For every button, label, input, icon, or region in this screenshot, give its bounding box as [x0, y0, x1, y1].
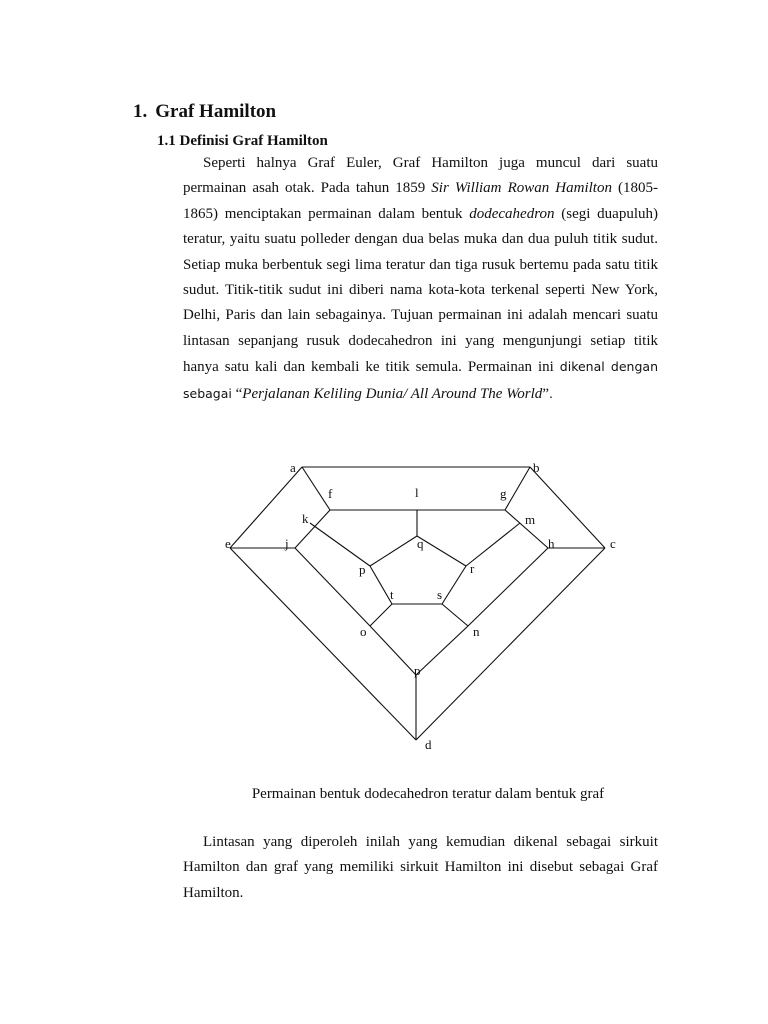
vertex-label-c: c: [610, 536, 616, 551]
edge-o-pb: [370, 626, 416, 675]
vertex-label-m: m: [525, 512, 536, 527]
vertex-label-k: k: [302, 511, 309, 526]
vertex-label-l: l: [415, 485, 419, 500]
paragraph-text: “: [231, 385, 243, 402]
edge-q-r: [417, 536, 466, 566]
paragraph-text-alt-font: dikenal dengan sebagai: [183, 359, 658, 401]
section-heading: [133, 101, 276, 123]
edge-f-j: [295, 510, 330, 548]
paragraph-text: (1805-1865) menciptakan permainan dalam bentuk: [183, 180, 658, 222]
vertex-label-r: r: [470, 561, 475, 576]
edge-c-d: [416, 548, 605, 740]
edge-b-g: [505, 467, 530, 510]
edge-q-p: [370, 536, 417, 566]
vertex-label-e: e: [225, 536, 231, 551]
vertex-label-h: h: [548, 536, 555, 551]
edge-e-a: [230, 467, 302, 548]
figure-caption-text: Permainan bentuk dodecahedron teratur dalam bentuk graf: [251, 786, 605, 802]
vertex-label-n: n: [473, 624, 480, 639]
conclusion-paragraph: Lintasan yang diperoleh inilah yang kemudian dikenal sebagai sirkuit Hamilton dan graf yang memiliki sirkuit Hamilton ini disebut sebagai Graf Hamilton.: [183, 834, 658, 901]
dodecahedron-graph: [0, 440, 768, 780]
vertex-labels: [225, 460, 616, 752]
paragraph-text: (segi duapuluh) teratur, yaitu suatu polleder dengan dua belas muka dan dua puluh titik sudut. Setiap muka berbentuk segi lima teratur dan tiga rusuk bertemu pada satu titik sudut. Titik-titik sudut ini diberi nama kota-kota terkenal seperti New York, Delhi, Paris dan lain sebagainya. Tujuan permainan ini adalah mencari suatu lintasan sepanjang rusuk dodecahedron ini yang mengunjungi setiap titik hanya satu kali dan kembali ke titik semula. Permainan ini: [183, 205, 658, 376]
edge-pb-n: [416, 626, 468, 675]
vertex-label-o: o: [360, 624, 367, 639]
edge-k-p: [310, 523, 370, 566]
vertex-label-q: q: [417, 536, 424, 551]
edge-r-s: [442, 566, 466, 604]
vertex-label-g: g: [500, 486, 507, 501]
paragraph-text: ”: [542, 385, 549, 402]
edge-n-h: [468, 548, 548, 626]
definition-paragraph: [183, 151, 658, 407]
dodecahedron-graph-figure: [0, 440, 768, 785]
figure-caption: [0, 786, 768, 803]
section-number: 1.: [133, 101, 148, 122]
vertex-label-s: s: [437, 587, 443, 602]
paragraph-text: Seperti halnya Graf Euler, Graf Hamilton juga muncul dari suatu permainan asah otak. Pada tahun 1859: [183, 155, 658, 197]
vertex-label-d: d: [425, 737, 432, 752]
edge-b-c: [530, 467, 605, 548]
vertex-label-j: j: [285, 536, 289, 551]
vertex-label-p: p: [359, 562, 366, 577]
game-title: Perjalanan Keliling Dunia/ All Around The World: [242, 385, 543, 402]
graph-edges: [230, 467, 605, 740]
paragraph-text-alt-font: .: [548, 385, 553, 401]
edge-t-o: [370, 604, 392, 626]
edge-a-f: [302, 467, 330, 510]
person-name: Sir William Rowan Hamilton: [431, 180, 612, 197]
vertex-label-a: a: [290, 460, 296, 475]
edge-p-t: [370, 566, 392, 604]
edge-j-o: [295, 548, 370, 626]
vertex-label-p-bottom: p: [414, 663, 421, 678]
vertex-label-b: b: [533, 460, 540, 475]
term-dodecahedron: dodecahedron: [469, 205, 555, 222]
edge-s-n: [442, 604, 468, 626]
vertex-label-f: f: [328, 486, 333, 501]
edge-m-r: [466, 523, 520, 566]
section-title: Graf Hamilton: [155, 101, 277, 122]
vertex-label-t: t: [390, 587, 394, 602]
subsection-heading: 1.1 Definisi Graf Hamilton: [157, 133, 328, 149]
